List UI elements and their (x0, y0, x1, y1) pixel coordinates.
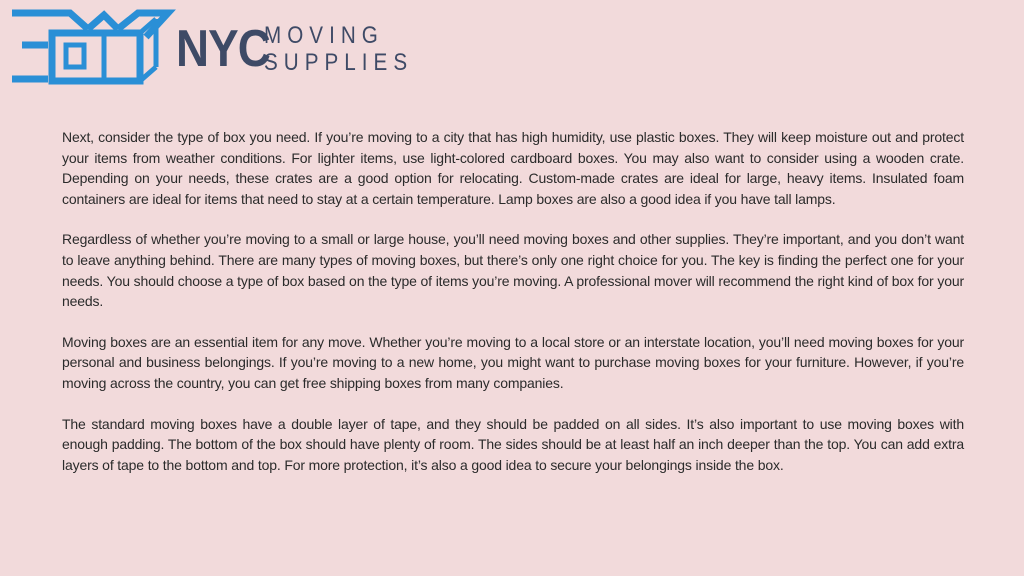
site-header (0, 0, 420, 92)
moving-box-logo-icon (8, 5, 176, 87)
brand-line-supplies: SUPPLIES (264, 49, 414, 76)
paragraph-2: Regardless of whether you’re moving to a small or large house, you’ll need moving boxes and other supplies. They’re important, and you don’t want to leave anything behind. There are many types of moving boxes, but there’s only one right choice for you. The key is finding the perfect one for your needs. You should choose a type of box based on the type of items you’re moving. A professional mover will recommend the right kind of box for your needs. (62, 231, 964, 310)
article-body (62, 127, 964, 495)
paragraph-4: The standard moving boxes have a double layer of tape, and they should be padded on all sides. It’s also important to use moving boxes with enough padding. The bottom of the box should have plenty of room. The sides should be at least half an inch deeper than the top. You can add extra layers of tape to the bottom and top. For more protection, it’s also a good idea to secure your belongings inside the box. (62, 415, 964, 473)
brand-name (264, 22, 413, 76)
paragraph-1: Next, consider the type of box you need. If you’re moving to a city that has high humidity, use plastic boxes. They will keep moisture out and protect your items from weather conditions. For lighter items, use light-colored cardboard boxes. You may also want to consider using a wooden crate. Depending on your needs, these crates are a good option for relocating. Custom-made crates are ideal for large, heavy items. Insulated foam containers are ideal for items that need to stay at a certain temperature. Lamp boxes are also a good idea if you have tall lamps. (62, 129, 964, 207)
brand-abbreviation: NYC (176, 20, 270, 78)
paragraph-3: Moving boxes are an essential item for any move. Whether you’re moving to a local store or an interstate location, you’ll need moving boxes for your personal and business belongings. If you’re moving to a new home, you might want to purchase moving boxes for your furniture. However, if you’re moving across the country, you can get free shipping boxes from many companies. (62, 333, 964, 391)
brand-line-moving: MOVING (264, 22, 384, 49)
